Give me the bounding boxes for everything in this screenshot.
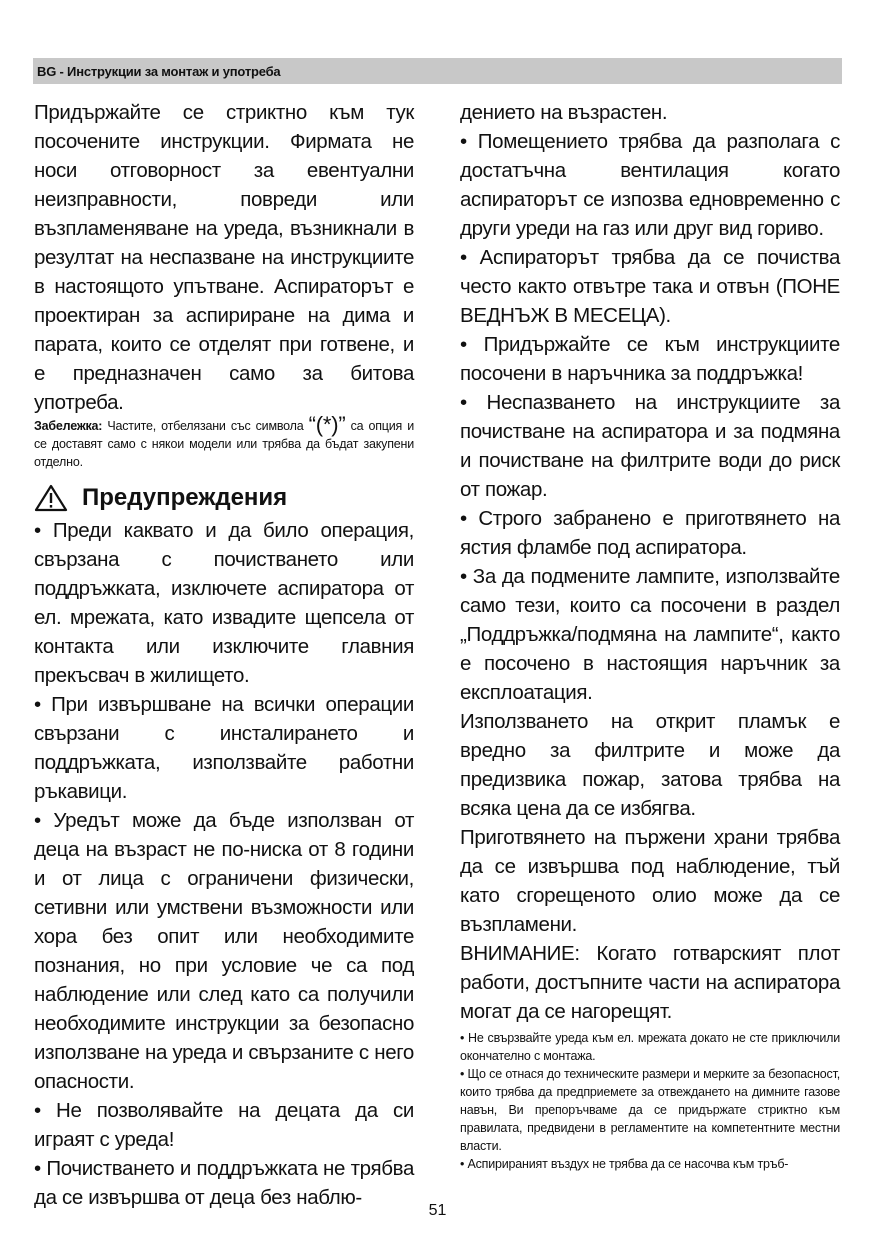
- warnings-title: Предупреждения: [82, 484, 288, 511]
- note-paragraph: [34, 412, 414, 471]
- warning-paragraph: • При извършване на всички операции свързани с инсталирането и поддръжката, използвайте работни ръкавици.: [34, 693, 414, 803]
- page-number: 51: [428, 1202, 447, 1219]
- warning-paragraph: • За да подмените лампите, използвайте само тези, които са посочени в раздел „Поддръжка/подмяна на лампите“, както е посочено в настоящия наръчник за експлоатация.: [460, 565, 840, 704]
- warning-paragraph: Използването на открит пламък е вредно за филтрите и може да предизвика пожар, затова трябва на всяка цена да се избягва.: [460, 710, 840, 820]
- warning-paragraph: Приготвянето на пържени храни трябва да се извършва под наблюдение, тъй като сгорещеното олио може да се възпламени.: [460, 826, 840, 936]
- attention-paragraph: ВНИМАНИЕ: Когато готварският плот работи, достъпните части на аспиратора могат да се нагорещят.: [460, 942, 840, 1023]
- warning-paragraph: • Неспазването на инструкциите за почистване на аспиратора и за подмяна и почистване на филтрите води до риск от пожар.: [460, 391, 840, 501]
- warning-paragraph: • Аспираторът трябва да се почиства често както отвътре така и отвън (ПОНЕ ВЕДНЪЖ В МЕСЕЦА).: [460, 246, 840, 327]
- small-paragraph: • Що се отнася до техническите размери и мерките за безопасност, които трябва да предприемете за отвеждането на димните газове навън, Ви препоръчваме да се придържате стриктно към правилата, предвидени в регламентите на компетентните местни власти.: [460, 1067, 840, 1153]
- warning-paragraph: • Придържайте се към инструкциите посочени в наръчника за поддръжка!: [460, 333, 840, 385]
- warning-paragraph: • Преди каквато и да било операция, свързана с почистването или поддръжката, изключете аспиратора от ел. мрежата, като извадите щепсела от контакта или изключите главния прекъсвач в жилището.: [34, 519, 414, 687]
- left-column: [34, 98, 414, 1212]
- note-text-after: са опция и се доставят само с някои модели или трябва да бъдат закупени отделно.: [34, 419, 414, 469]
- header-title: BG - Инструкции за монтаж и употреба: [37, 64, 281, 79]
- note-label: Забележка:: [34, 419, 103, 433]
- small-print: [460, 1029, 840, 1173]
- warning-paragraph: • Строго забранено е приготвянето на ястия фламбе под аспиратора.: [460, 507, 840, 559]
- warning-paragraph: • Не позволявайте на децата да си играят с уреда!: [34, 1099, 414, 1151]
- small-paragraph: • Не свързвайте уреда към ел. мрежата докато не сте приключили окончателно с монтажа.: [460, 1031, 840, 1063]
- warning-paragraph: • Почистването и поддръжката не трябва да се извършва от деца без наблю-: [34, 1157, 414, 1209]
- page-header: [33, 58, 842, 84]
- warnings-heading: [34, 483, 414, 512]
- warning-paragraph: • Уредът може да бъде използван от деца на възраст не по-ниска от 8 години и от лица с ограничени физически, сетивни или умствени възможности или хора без опит или необходимите познания, но при условие че са под наблюдение или след като са получили необходимите инструкции за безопасно използване на уреда и свързаните с него опасности.: [34, 809, 414, 1093]
- warning-paragraph: дението на възрастен.: [460, 101, 668, 124]
- note-text-before: Частите, отбелязани със символа: [102, 419, 309, 433]
- warning-triangle-icon: [34, 484, 68, 512]
- small-paragraph: • Аспирираният въздух не трябва да се насочва към тръб-: [460, 1157, 789, 1171]
- warning-paragraph: • Помещението трябва да разполага с достатъчна вентилация когато аспираторът се изпозва едновременно с други уреди на газ или друг вид гориво.: [460, 130, 840, 240]
- optional-symbol: “(*)”: [308, 412, 346, 437]
- right-column: [460, 98, 840, 1173]
- intro-paragraph: Придържайте се стриктно към тук посочените инструкции. Фирмата не носи отговорност за евентуални неизправности, повреди или възпламеняване на уреда, възникнали в резултат на неспазване на инструкциите в настоящото упътване. Аспираторът е проектиран за аспириране на дима и парата, които се отделят при готвене, и е предназначен само за битова употреба.: [34, 101, 414, 414]
